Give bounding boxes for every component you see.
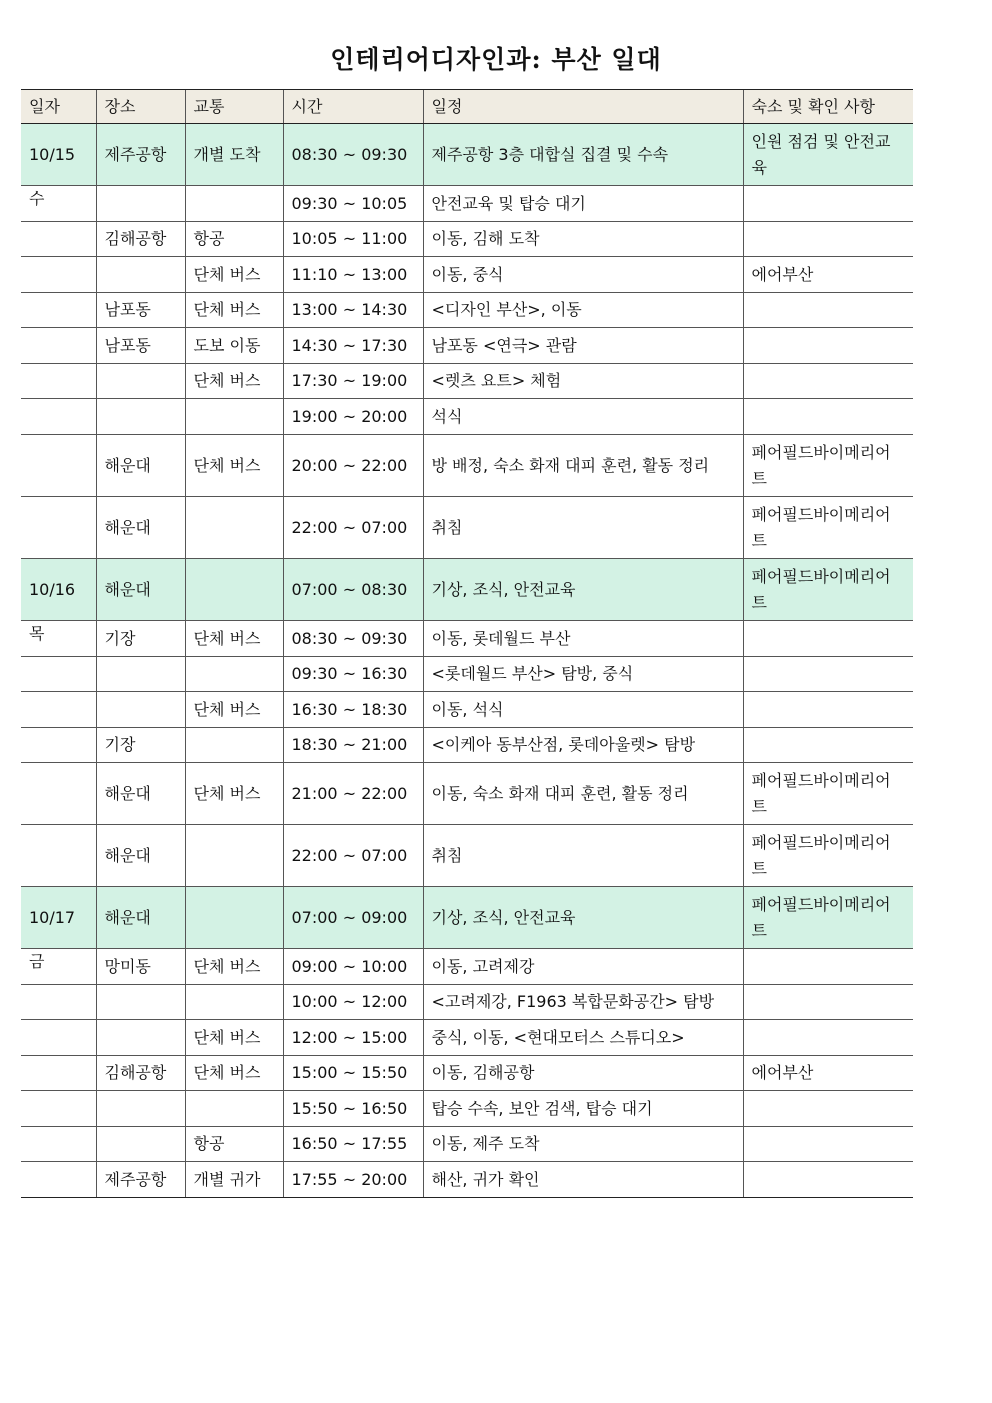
date-cell [21,257,96,293]
place-cell: 해운대 [96,887,185,949]
header-place: 장소 [96,90,185,124]
table-row [21,124,913,186]
transport-cell [185,1091,283,1127]
place-cell: 해운대 [96,559,185,621]
time-cell: 16:50 ~ 17:55 [283,1127,423,1162]
date-cell: 금 [21,949,96,985]
table-row [21,1127,913,1162]
schedule-cell: 이동, 숙소 화재 대피 훈련, 활동 정리 [423,763,743,825]
time-cell: 10:05 ~ 11:00 [283,222,423,257]
table-row [21,364,913,399]
date-cell [21,763,96,825]
note-cell [743,728,913,763]
page-title: 인테리어디자인과: 부산 일대 [330,45,662,74]
date-cell [21,1020,96,1056]
time-cell: 14:30 ~ 17:30 [283,328,423,364]
table-header-row [21,90,913,124]
place-cell: 김해공항 [96,222,185,257]
time-cell: 12:00 ~ 15:00 [283,1020,423,1056]
note-cell: 페어필드바이메리어트 [743,763,913,825]
place-cell: 김해공항 [96,1056,185,1091]
note-cell [743,692,913,728]
date-cell: 수 [21,186,96,222]
table-row [21,763,913,825]
place-cell: 제주공항 [96,124,185,186]
place-cell: 제주공항 [96,1162,185,1198]
place-cell [96,1127,185,1162]
schedule-cell: 중식, 이동, <현대모터스 스튜디오> [423,1020,743,1056]
schedule-cell: 이동, 롯데월드 부산 [423,621,743,657]
date-cell [21,222,96,257]
time-cell: 08:30 ~ 09:30 [283,621,423,657]
place-cell [96,657,185,692]
time-cell: 11:10 ~ 13:00 [283,257,423,293]
transport-cell [185,657,283,692]
note-cell: 페어필드바이메리어트 [743,559,913,621]
note-cell [743,186,913,222]
time-cell: 20:00 ~ 22:00 [283,435,423,497]
table-row [21,1162,913,1198]
schedule-cell: 석식 [423,399,743,435]
schedule-cell: <고려제강, F1963 복합문화공간> 탐방 [423,985,743,1020]
table-row [21,728,913,763]
note-cell [743,621,913,657]
header-time: 시간 [283,90,423,124]
time-cell: 08:30 ~ 09:30 [283,124,423,186]
transport-cell: 단체 버스 [185,364,283,399]
table-row [21,222,913,257]
schedule-cell: <롯데월드 부산> 탐방, 중식 [423,657,743,692]
note-cell [743,222,913,257]
place-cell: 망미동 [96,949,185,985]
transport-cell: 단체 버스 [185,763,283,825]
note-cell: 페어필드바이메리어트 [743,497,913,559]
transport-cell: 단체 버스 [185,435,283,497]
place-cell: 해운대 [96,825,185,887]
transport-cell: 항공 [185,1127,283,1162]
date-cell: 10/16 [21,559,96,621]
header-schedule: 일정 [423,90,743,124]
time-cell: 15:50 ~ 16:50 [283,1091,423,1127]
note-cell: 페어필드바이메리어트 [743,887,913,949]
header-transport: 교통 [185,90,283,124]
transport-cell [185,497,283,559]
place-cell [96,985,185,1020]
time-cell: 10:00 ~ 12:00 [283,985,423,1020]
note-cell: 에어부산 [743,1056,913,1091]
place-cell: 해운대 [96,763,185,825]
date-cell: 10/17 [21,887,96,949]
transport-cell: 단체 버스 [185,257,283,293]
time-cell: 09:30 ~ 10:05 [283,186,423,222]
table-row [21,985,913,1020]
table-row [21,257,913,293]
note-cell: 페어필드바이메리어트 [743,825,913,887]
schedule-cell: 이동, 김해공항 [423,1056,743,1091]
transport-cell [185,399,283,435]
transport-cell [185,559,283,621]
place-cell [96,186,185,222]
transport-cell: 단체 버스 [185,293,283,328]
place-cell: 해운대 [96,435,185,497]
table-row [21,621,913,657]
date-cell [21,1162,96,1198]
note-cell [743,1162,913,1198]
time-cell: 15:00 ~ 15:50 [283,1056,423,1091]
note-cell [743,328,913,364]
transport-cell: 단체 버스 [185,621,283,657]
transport-cell [185,985,283,1020]
time-cell: 19:00 ~ 20:00 [283,399,423,435]
schedule-cell: 탑승 수속, 보안 검색, 탑승 대기 [423,1091,743,1127]
time-cell: 17:55 ~ 20:00 [283,1162,423,1198]
schedule-cell: <이케아 동부산점, 롯데아울렛> 탐방 [423,728,743,763]
time-cell: 09:00 ~ 10:00 [283,949,423,985]
time-cell: 13:00 ~ 14:30 [283,293,423,328]
date-cell [21,657,96,692]
table-row [21,949,913,985]
date-cell: 목 [21,621,96,657]
note-cell [743,1091,913,1127]
schedule-cell: <디자인 부산>, 이동 [423,293,743,328]
place-cell [96,364,185,399]
note-cell [743,949,913,985]
schedule-cell: 해산, 귀가 확인 [423,1162,743,1198]
place-cell: 남포동 [96,293,185,328]
table-row [21,435,913,497]
time-cell: 16:30 ~ 18:30 [283,692,423,728]
transport-cell [185,186,283,222]
place-cell [96,399,185,435]
time-cell: 22:00 ~ 07:00 [283,497,423,559]
place-cell: 기장 [96,621,185,657]
table-row [21,657,913,692]
time-cell: 21:00 ~ 22:00 [283,763,423,825]
transport-cell: 도보 이동 [185,328,283,364]
note-cell [743,1020,913,1056]
place-cell: 해운대 [96,497,185,559]
table-row [21,825,913,887]
note-cell [743,293,913,328]
table-row [21,293,913,328]
transport-cell: 단체 버스 [185,1056,283,1091]
place-cell [96,257,185,293]
schedule-cell: 안전교육 및 탑승 대기 [423,186,743,222]
schedule-cell: 남포동 <연극> 관람 [423,328,743,364]
schedule-cell: <렛츠 요트> 체험 [423,364,743,399]
schedule-cell: 이동, 고려제강 [423,949,743,985]
table-row [21,692,913,728]
table-row [21,1056,913,1091]
transport-cell [185,825,283,887]
schedule-cell: 제주공항 3층 대합실 집결 및 수속 [423,124,743,186]
header-date: 일자 [21,90,96,124]
transport-cell: 단체 버스 [185,949,283,985]
date-cell [21,985,96,1020]
time-cell: 18:30 ~ 21:00 [283,728,423,763]
table-row [21,887,913,949]
note-cell: 인원 점검 및 안전교육 [743,124,913,186]
schedule-table [21,89,913,1198]
schedule-cell: 기상, 조식, 안전교육 [423,887,743,949]
date-cell [21,1091,96,1127]
transport-cell: 항공 [185,222,283,257]
note-cell [743,1127,913,1162]
table-row [21,328,913,364]
schedule-body [21,124,913,1198]
schedule-cell: 이동, 석식 [423,692,743,728]
place-cell: 남포동 [96,328,185,364]
table-row [21,186,913,222]
date-cell: 10/15 [21,124,96,186]
date-cell [21,399,96,435]
time-cell: 07:00 ~ 08:30 [283,559,423,621]
table-row [21,1020,913,1056]
time-cell: 22:00 ~ 07:00 [283,825,423,887]
date-cell [21,1056,96,1091]
transport-cell: 개별 귀가 [185,1162,283,1198]
date-cell [21,825,96,887]
date-cell [21,364,96,399]
note-cell [743,985,913,1020]
date-cell [21,328,96,364]
date-cell [21,497,96,559]
time-cell: 07:00 ~ 09:00 [283,887,423,949]
transport-cell: 단체 버스 [185,1020,283,1056]
place-cell [96,1091,185,1127]
schedule-cell: 방 배정, 숙소 화재 대피 훈련, 활동 정리 [423,435,743,497]
date-cell [21,435,96,497]
table-row [21,399,913,435]
note-cell [743,364,913,399]
schedule-cell: 이동, 제주 도착 [423,1127,743,1162]
note-cell [743,399,913,435]
date-cell [21,1127,96,1162]
place-cell [96,692,185,728]
time-cell: 17:30 ~ 19:00 [283,364,423,399]
note-cell [743,657,913,692]
table-row [21,559,913,621]
place-cell: 기장 [96,728,185,763]
time-cell: 09:30 ~ 16:30 [283,657,423,692]
place-cell [96,1020,185,1056]
note-cell: 에어부산 [743,257,913,293]
date-cell [21,692,96,728]
note-cell: 페어필드바이메리어트 [743,435,913,497]
schedule-cell: 이동, 김해 도착 [423,222,743,257]
date-cell [21,293,96,328]
header-notes: 숙소 및 확인 사항 [743,90,913,124]
schedule-cell: 이동, 중식 [423,257,743,293]
transport-cell: 단체 버스 [185,692,283,728]
date-cell [21,728,96,763]
table-row [21,497,913,559]
schedule-cell: 취침 [423,825,743,887]
schedule-cell: 기상, 조식, 안전교육 [423,559,743,621]
transport-cell: 개별 도착 [185,124,283,186]
transport-cell [185,728,283,763]
schedule-cell: 취침 [423,497,743,559]
transport-cell [185,887,283,949]
table-row [21,1091,913,1127]
